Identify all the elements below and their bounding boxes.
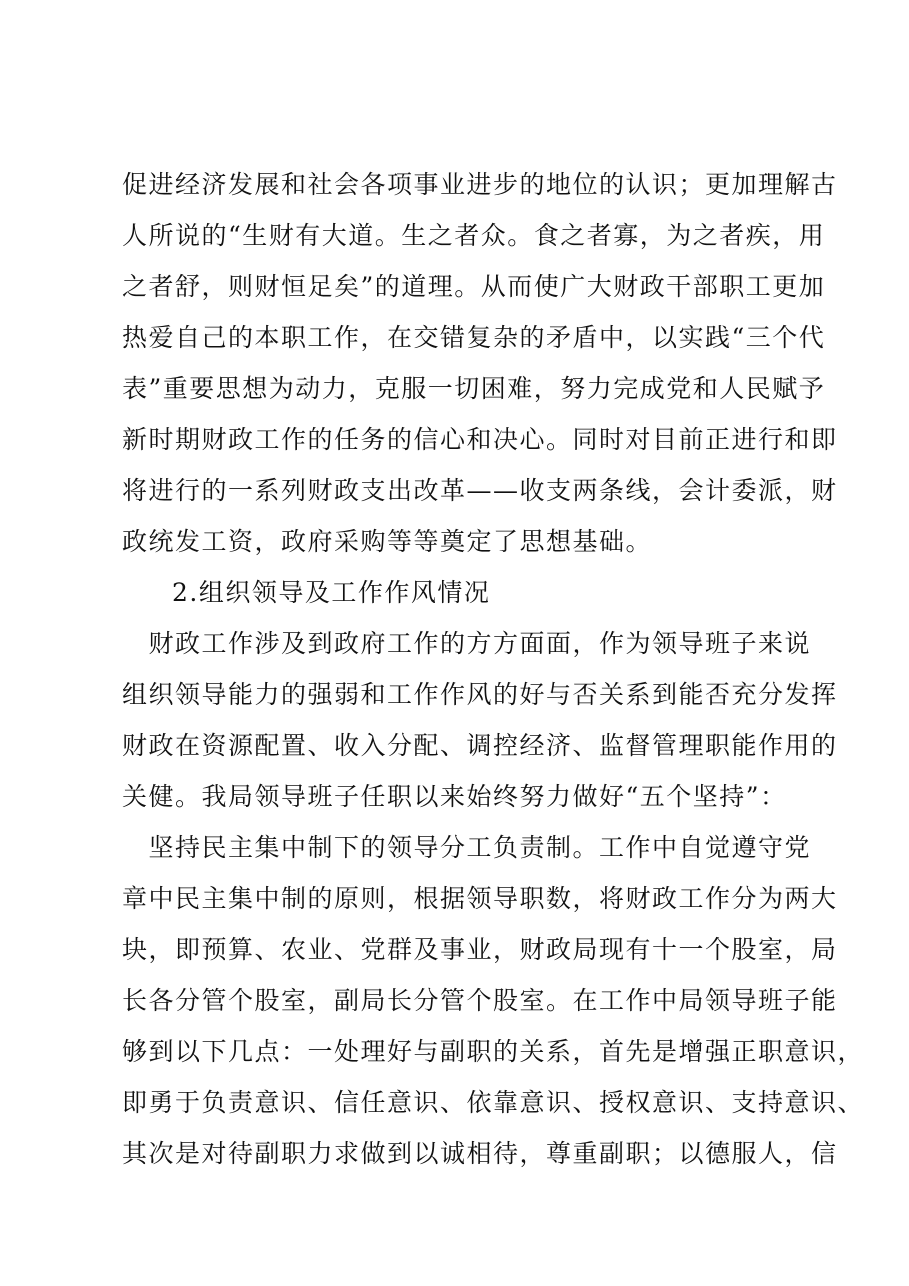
text-line: 热爱自己的本职工作，在交错复杂的矛盾中，以实践“三个代 bbox=[122, 323, 826, 352]
text-line: 政统发工资，政府采购等等奠定了思想基础。 bbox=[122, 527, 653, 556]
text-line: 人所说的“生财有大道。生之者众。食之者寡，为之者疾，用 bbox=[122, 221, 826, 250]
text-line: 新时期财政工作的任务的信心和决心。同时对目前正进行和即 bbox=[122, 425, 838, 454]
section-heading: 2.组织领导及工作作风情况 bbox=[172, 578, 491, 607]
text-line: 块，即预算、农业、党群及事业，财政局现有十一个股室，局 bbox=[122, 935, 838, 964]
text-line: 组织领导能力的强弱和工作作风的好与否关系到能否充分发挥 bbox=[122, 680, 838, 709]
text-line: 关健。我局领导班子任职以来始终努力做好“五个坚持”： bbox=[122, 782, 787, 811]
text-line: 够到以下几点：一处理好与副职的关系，首先是增强正职意识， bbox=[122, 1037, 865, 1066]
text-line: 长各分管个股室，副局长分管个股室。在工作中局领导班子能 bbox=[122, 986, 838, 1015]
text-line: 坚持民主集中制下的领导分工负责制。工作中自觉遵守党 bbox=[122, 833, 812, 862]
text-line: 其次是对待副职力求做到以诚相待，尊重副职；以德服人，信 bbox=[122, 1139, 838, 1168]
text-line: 财政工作涉及到政府工作的方方面面，作为领导班子来说 bbox=[122, 629, 812, 658]
text-line: 财政在资源配置、收入分配、调控经济、监督管理职能作用的 bbox=[122, 731, 838, 760]
text-line: 促进经济发展和社会各项事业进步的地位的认识；更加理解古 bbox=[122, 170, 838, 199]
text-line: 章中民主集中制的原则，根据领导职数，将财政工作分为两大 bbox=[122, 884, 838, 913]
text-line: 表”重要思想为动力，克服一切困难，努力完成党和人民赋予 bbox=[122, 374, 826, 403]
text-line: 之者舒，则财恒足矣”的道理。从而使广大财政干部职工更加 bbox=[122, 272, 826, 301]
text-line: 将进行的一系列财政支出改革——收支两条线，会计委派，财 bbox=[122, 476, 838, 505]
text-line: 即勇于负责意识、信任意识、依靠意识、授权意识、支持意识、 bbox=[122, 1088, 865, 1117]
